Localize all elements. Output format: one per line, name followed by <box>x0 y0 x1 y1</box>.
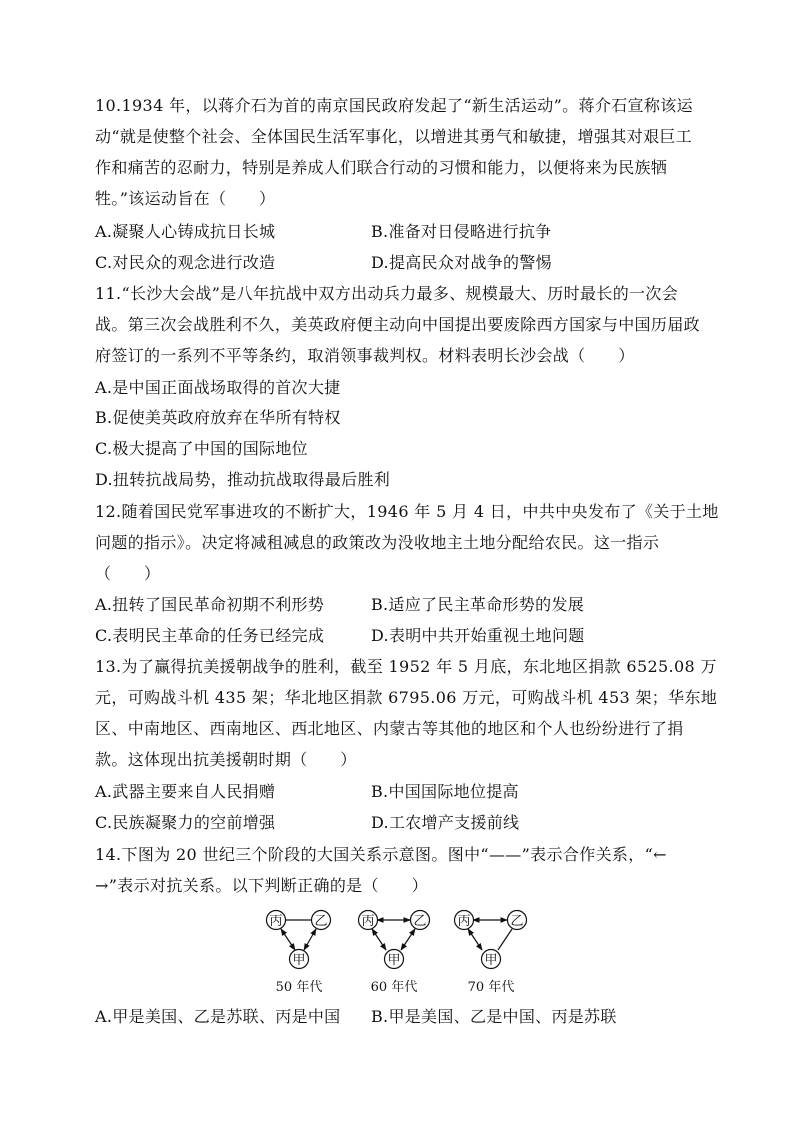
q10-option-d: D.提高民众对战争的警惕 <box>371 253 552 272</box>
q11-option-b: B.促使美英政府放弃在华所有特权 <box>95 408 341 427</box>
node-yi-label: 乙 <box>510 914 524 929</box>
confrontation-arrow <box>372 929 386 950</box>
q11-option-d: D.扭转抗战局势，推动抗战取得最后胜利 <box>95 470 391 489</box>
q11-option-a: A.是中国正面战场取得的首次大捷 <box>95 378 341 397</box>
node-yi-label: 乙 <box>314 914 328 929</box>
q13-option-d: D.工农增产支援前线 <box>371 813 520 832</box>
q12-option-b: B.适应了民主革命形势的发展 <box>371 595 585 614</box>
q12-option-d: D.表明中共开始重视土地问题 <box>371 626 585 645</box>
diagram-panel-50s <box>267 911 331 996</box>
node-jia-label: 甲 <box>387 953 401 968</box>
q11-stem-line-2: 战。第三次会战胜利不久，美英政府便主动向中国提出要废除西方国家与中国历届政 <box>95 315 700 334</box>
panel-label-50s: 50 年代 <box>275 980 323 995</box>
panel-label-70s: 70 年代 <box>467 980 515 995</box>
q13-option-c: C.民族凝聚力的空前增强 <box>95 813 276 832</box>
q13-stem-line-1: 13.为了赢得抗美援朝战争的胜利，截至 1952 年 5 月底，东北地区捐款 6525.08 万 <box>95 657 717 676</box>
confrontation-arrow <box>401 929 415 950</box>
q10-option-b: B.准备对日侵略进行抗争 <box>371 222 552 241</box>
node-jia-label: 甲 <box>484 953 498 968</box>
q12-stem-line-1: 12.随着国民党军事进攻的不断扩大，1946 年 5 月 4 日，中共中央发布了《关于土地 <box>95 502 719 521</box>
q13-option-b: B.中国国际地位提高 <box>371 782 519 801</box>
q14-stem-line-1: 14.下图为 20 世纪三个阶段的大国关系示意图。图中“——”表示合作关系，“← <box>95 845 667 864</box>
q13-option-a: A.武器主要来自人民捐赠 <box>95 782 276 801</box>
q11-option-c: C.极大提高了中国的国际地位 <box>95 439 308 458</box>
node-bing-label: 丙 <box>457 914 471 929</box>
q13-stem-line-4: 款。这体现出抗美援朝时期（ ） <box>95 750 357 769</box>
node-yi-label: 乙 <box>413 914 427 929</box>
node-jia-label: 甲 <box>292 953 306 968</box>
q12-option-c: C.表明民主革命的任务已经完成 <box>95 626 325 645</box>
great-power-relations-diagram <box>255 900 535 1000</box>
q14-stem-line-2: →”表示对抗关系。以下判断正确的是（ ） <box>95 876 428 895</box>
q13-stem-line-3: 区、中南地区、西南地区、西北地区、内蒙古等其他的地区和个人也纷纷进行了捐 <box>95 719 684 738</box>
q11-stem-line-3: 府签订的一系列不平等条约，取消领事裁判权。材料表明长沙会战（ ） <box>95 346 635 365</box>
confrontation-arrow <box>281 929 295 950</box>
confrontation-arrow <box>468 929 482 950</box>
node-bing-label: 丙 <box>361 914 375 929</box>
confrontation-arrow <box>304 929 316 950</box>
q10-stem-line-4: 牲。”该运动旨在（ ） <box>95 189 276 208</box>
panel-label-60s: 60 年代 <box>370 980 418 995</box>
diagram-panel-60s <box>359 911 430 996</box>
cooperation-line <box>498 929 512 950</box>
q10-stem-line-2: 动“就是使整个社会、全体国民生活军事化，以增进其勇气和敏捷，增强其对艰巨工 <box>95 127 693 146</box>
q10-stem-line-1: 10.1934 年，以蒋介石为首的南京国民政府发起了“新生活运动”。蒋介石宣称该运 <box>95 96 693 115</box>
q13-stem-line-2: 元，可购战斗机 435 架；华北地区捐款 6795.06 万元，可购战斗机 453 架；华东地 <box>95 688 718 707</box>
q14-option-b: B.甲是美国、乙是中国、丙是苏联 <box>371 1007 617 1026</box>
diagram-panel-70s <box>455 911 527 996</box>
q11-stem-line-1: 11.“长沙大会战”是八年抗战中双方出动兵力最多、规模最大、历时最长的一次会 <box>95 284 679 303</box>
q12-stem-line-3: （ ） <box>95 564 161 583</box>
q14-option-a: A.甲是美国、乙是苏联、丙是中国 <box>95 1007 341 1026</box>
q12-option-a: A.扭转了国民革命初期不利形势 <box>95 595 325 614</box>
q12-stem-line-2: 问题的指示》。决定将减租减息的政策改为没收地主土地分配给农民。这一指示 <box>95 533 660 552</box>
q10-option-c: C.对民众的观念进行改造 <box>95 253 276 272</box>
q10-stem-line-3: 作和痛苦的忍耐力，特别是养成人们联合行动的习惯和能力，以便将来为民族牺 <box>95 158 668 177</box>
q10-option-a: A.凝聚人心铸成抗日长城 <box>95 222 276 241</box>
node-bing-label: 丙 <box>269 914 283 929</box>
